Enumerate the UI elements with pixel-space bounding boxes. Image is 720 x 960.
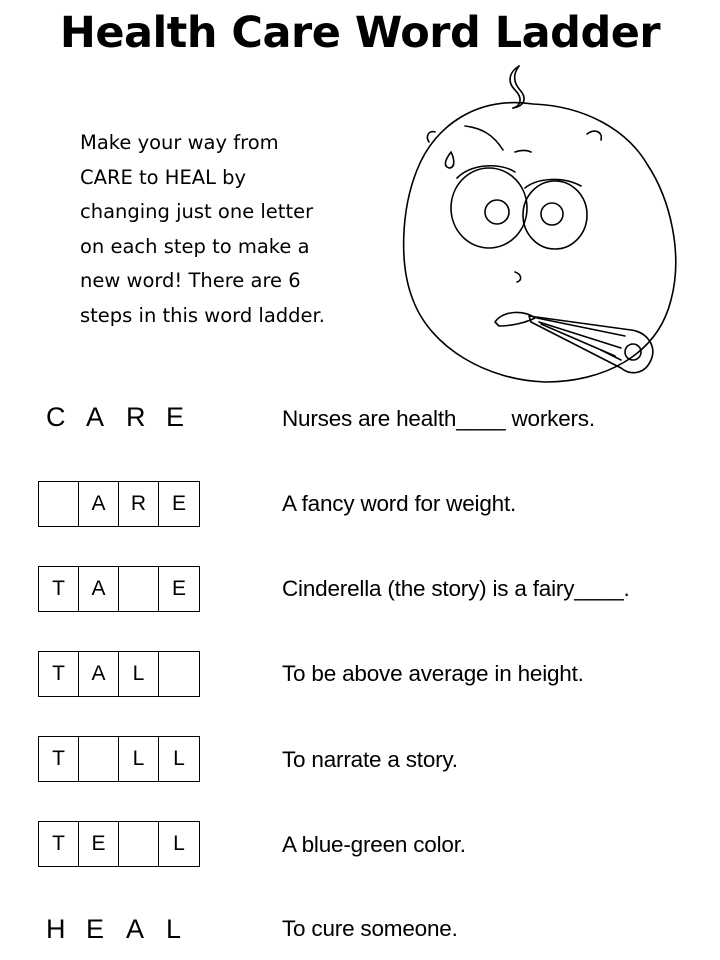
letter-box[interactable]: E: [171, 492, 186, 515]
letter-box[interactable]: E: [79, 822, 119, 866]
ladder-row-1: [38, 481, 200, 527]
instructions: [80, 126, 380, 333]
start-letter: A: [86, 402, 105, 432]
letter-box[interactable]: [119, 822, 159, 866]
instruction-line: on each step to make a: [80, 234, 310, 258]
letter-box[interactable]: [39, 482, 79, 526]
ladder-row-3: [38, 651, 200, 697]
start-letter: E: [166, 402, 185, 432]
instruction-line: new word! There are 6: [80, 269, 301, 292]
letter-box[interactable]: L: [119, 737, 159, 781]
letter-box[interactable]: [79, 737, 119, 781]
letter-box[interactable]: T: [39, 822, 79, 866]
letter-box[interactable]: L: [173, 747, 185, 770]
clue-5: To narrate a story.: [282, 747, 458, 772]
end-letter: H: [46, 914, 66, 944]
letter-box[interactable]: A: [79, 567, 119, 611]
clue-7: To cure someone.: [282, 916, 458, 941]
ladder-row-4: [38, 736, 200, 782]
letter-box[interactable]: T: [39, 567, 79, 611]
end-letter: E: [86, 914, 105, 944]
letter-box[interactable]: E: [171, 577, 186, 600]
letter-box[interactable]: [159, 652, 199, 696]
end-letter: A: [126, 914, 145, 944]
instruction-line: changing just one letter: [80, 200, 314, 223]
letter-box[interactable]: [119, 567, 159, 611]
start-letter: R: [126, 402, 146, 432]
letter-box[interactable]: L: [119, 652, 159, 696]
end-letter: L: [166, 914, 182, 944]
start-letter: C: [46, 402, 66, 432]
letter-box[interactable]: A: [79, 482, 119, 526]
end-word: [46, 914, 206, 946]
letter-box[interactable]: T: [39, 652, 79, 696]
ladder-row-5: [38, 821, 200, 867]
instruction-line: steps in this word ladder.: [80, 303, 325, 327]
start-word: [46, 402, 206, 434]
clue-4: To be above average in height.: [282, 661, 584, 686]
letter-box[interactable]: R: [119, 482, 159, 526]
instruction-line: CARE to HEAL by: [80, 165, 247, 189]
clue-3: Cinderella (the story) is a fairy____.: [282, 576, 630, 601]
clue-6: A blue-green color.: [282, 832, 466, 857]
letter-box[interactable]: L: [173, 832, 185, 855]
letter-box[interactable]: T: [39, 737, 79, 781]
ladder-row-2: [38, 566, 200, 612]
clue-2: A fancy word for weight.: [282, 491, 517, 516]
letter-box[interactable]: A: [79, 652, 119, 696]
clue-1: Nurses are health____ workers.: [282, 406, 595, 431]
page-title: Health Care Word Ladder: [59, 8, 661, 58]
sick-face-with-thermometer-icon: [395, 60, 680, 390]
instruction-line: Make your way from: [80, 131, 279, 154]
